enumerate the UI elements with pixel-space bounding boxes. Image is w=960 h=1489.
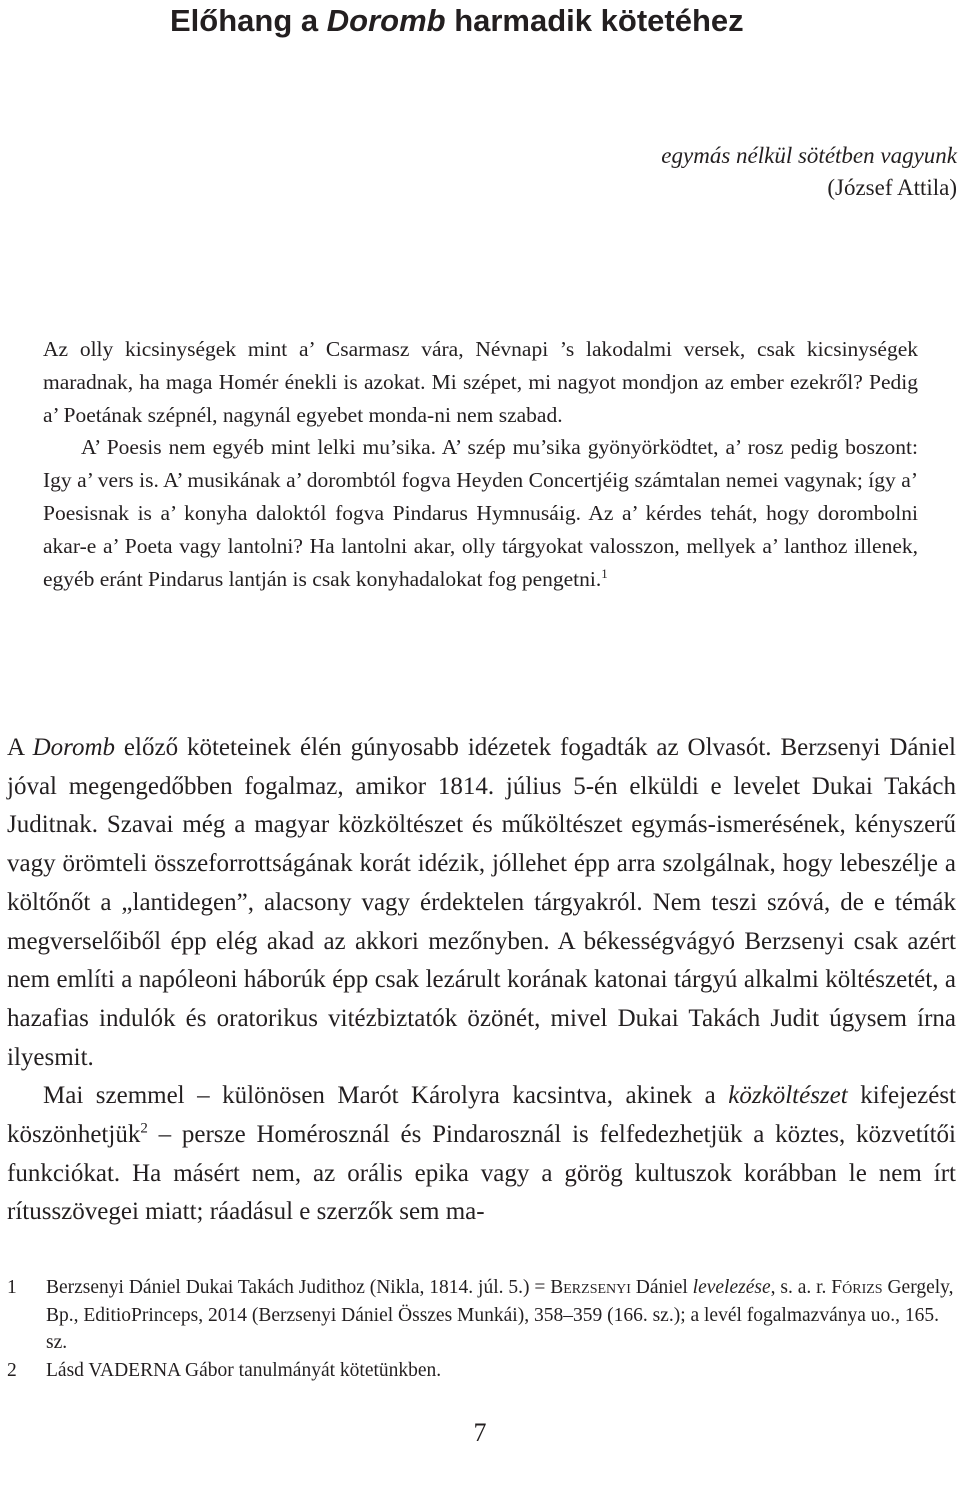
footnote-2 [7,1357,956,1385]
quoted-letter-part-1: Az olly kicsinységek mint a’ Csarmasz vára, Névnapi ’s lakodalmi versek, csak kicsinységek maradnak, ha maga Homér énekli is azokat. Mi szépet, mi nagyot mondjon az ember ezekről? Pedig a’ Poetának szépnél, nagynál egyebet monda-ni nem szabad. [43,337,918,427]
title-text-start: Előhang a [170,3,327,38]
motto-author: (József Attila) [827,175,957,200]
quoted-letter [43,333,918,595]
footnote-1-part-d: Gergely, Bp., EditioPrinceps, 2014 (Berzsenyi Dániel Összes Munkái), 358–359 (166. sz.); a levél fogalmazványa uo., 165. sz. [46,1277,954,1353]
body-p1-italic: Doromb [32,734,116,761]
footnote-1-author: Berzsenyi [550,1277,631,1298]
footnote-1-part-b: Dániel [630,1277,693,1298]
body-paragraph-1 [7,729,956,1077]
title-text-end: harmadik kötetéhez [445,3,744,38]
footnote-reference-1[interactable]: 1 [601,566,608,581]
body-paragraph-2 [7,1077,956,1232]
footnotes [7,1274,956,1384]
footnote-1-italic: levelezése [692,1277,771,1298]
body-p2-mid: kifejezést köszönhetjük [7,1082,957,1149]
footnote-1-part-c: , s. a. r. [770,1277,832,1298]
footnote-1 [7,1274,956,1357]
footnote-number: 2 [7,1359,17,1381]
quoted-letter-part-2: A’ Poesis nem egyéb mint lelki mu’sika. A’ szép mu’sika gyönyörködtet, a’ rosz pedig boszont: Igy a’ vers is. A’ musikának a’ dorombtól fogva Heyden Concertjéig számtalan nemei vagynak; így a’ Poesisnak is a’ konyha daloktól fogva Pindarus Hymnusáig. Az a’ kérdes tehát, hogy dorombolni akar-e a’ Poeta vagy lantolni? Ha lantolni akar, olly tárgyokat valosszon, mellyek a’ lanthoz illenek, egyéb eránt Pindarus lantján is csak konyhadalokat fog pengetni. [43,435,918,591]
body-p2-rest: – persze Homérosznál és Pindarosznál is felfedezhetjük a köztes, közvetítői funkciókat. Ha másért nem, az orális epika vagy a görög kultuszok korábban le nem írt rítusszövegei miatt; ráadásul e szerzők sem ma- [7,1121,956,1226]
motto [661,140,957,204]
footnote-text: Lásd VADERNA Gábor tanulmányát kötetünkben. [46,1359,442,1381]
body-p2-italic: közköltészet [728,1082,848,1110]
chapter-title [170,2,744,39]
footnote-text [46,1274,956,1357]
footnote-1-part-a: Berzsenyi Dániel Dukai Takách Judithoz (Nikla, 1814. júl. 5.) = [46,1277,551,1298]
footnote-reference-2[interactable]: 2 [140,1120,148,1137]
body-p2-start: Mai szemmel – különösen Marót Károlyra kacsintva, akinek a [43,1082,729,1110]
footnote-1-editor: Fórizs [831,1277,883,1298]
page-number: 7 [473,1418,487,1447]
title-italic-word: Doromb [326,3,446,38]
body-p1-start: A [7,734,33,761]
motto-quote: egymás nélkül sötétben vagyunk [661,143,957,168]
body-text [7,729,956,1232]
body-p1-rest: előző köteteinek élén gúnyosabb idézetek fogadták az Olvasót. Berzsenyi Dániel jóval megengedőbben fogalmaz, amikor 1814. július 5-én elküldi e levelet Dukai Takách Juditnak. Szavai még a magyar közköltészet és műköltészet egymás-ismerésének, kényszerű vagy örömteli összeforrottságának korát idézik, jóllehet épp arra szolgálnak, hogy lebeszélje a költőnőt a „lantidegen”, alacsony vagy érdektelen tárgyakról. Nem teszi szóvá, de e témák megverselőiből épp elég akad az akkori mezőnyben. A békességvágyó Berzsenyi csak azért nem említi a napóleoni háborúk épp csak lezárult korának katonai tárgyú alkalmi költészetét, a hazafias indulók és oratorikus vitézbiztatók özönét, mivel Dukai Takách Judit úgysem írna ilyesmit. [7,734,956,1071]
footnote-number: 1 [7,1277,17,1298]
